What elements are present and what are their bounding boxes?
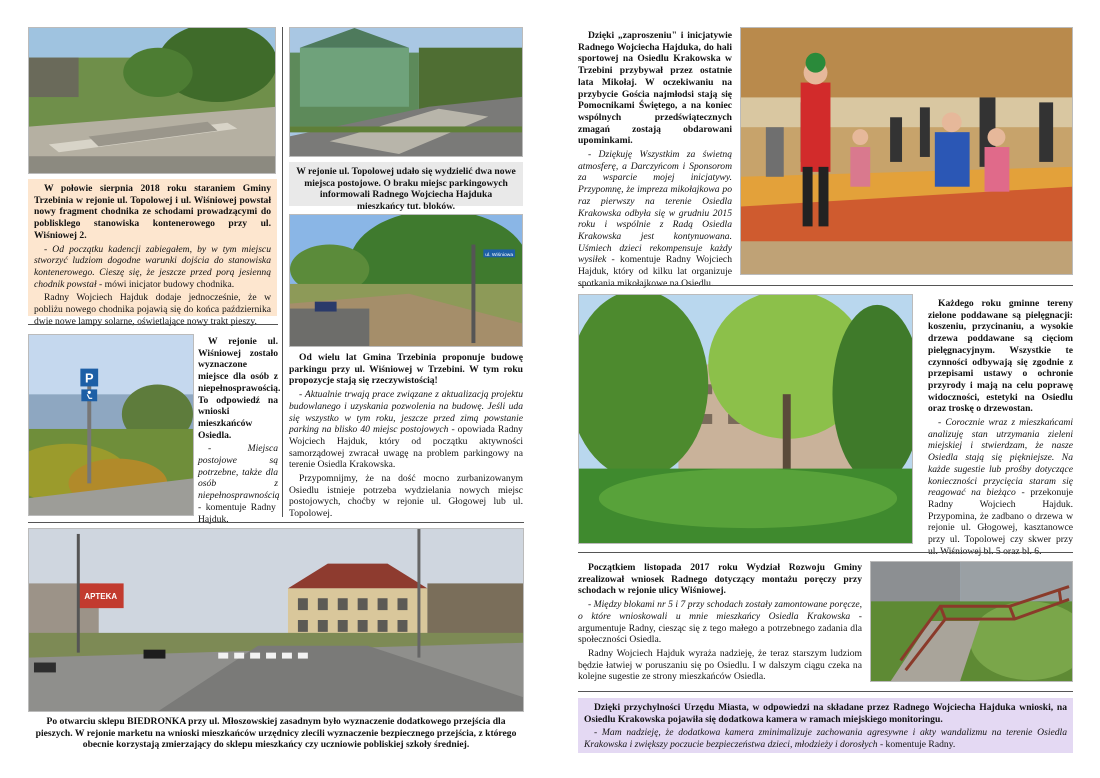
article-santa-quote-tail: - komentuje Radny Wojciech Hajduk, który od kilku lat organizuje spotkania mikołajkowe na Osiedlu. [578,254,732,289]
article-disabled-tail: - komentuje Radny Hajduk. [198,501,276,525]
photo-sidewalk-steps [28,27,276,174]
divider-right-1 [578,285,1073,286]
article-crossing [28,716,524,764]
article-sidewalk-quote: - Od początku kadencji zabiegałem, by w tym miejscu stworzyć ludziom dogodne warunki dojścia do stanowiska kontenerowego. Cieszę się, że jeszcze przed porą jesienną chodnik powstał [34,243,271,290]
shop-sign-text: APTEKA [84,592,118,602]
article-car-park-quote: - Aktualnie trwają prace związane z aktualizacją projektu budowlanego i uzyskania pozwolenia na budowę. Jeśli uda się wszystko w tym roku, jeszcze przed zimą powstanie parking na blisko 40 miejsc postojowych [289,389,523,436]
divider-right-3 [578,691,1073,692]
divider-left-2 [28,522,524,523]
article-railings-quote: - Między blokami nr 5 i 7 przy schodach zostały zamontowane poręcze, o które wnioskowali u mnie mieszkańcy Osiedla Krakowska [578,599,862,622]
photo-pedestrian-crossing [28,528,524,712]
divider-right-2 [578,552,1073,553]
article-camera-quote-tail: - komentuje Radny. [877,739,956,751]
caption-parking-text: W rejonie ul. Topolowej udało się wydzielić dwa nowe miejsca postojowe. O braku miejsc parkingowych informowali Radnego Wojciecha Hajduka mieszkańcy tut. bloków. [296,166,516,213]
photo-parking-spaces [289,27,523,157]
article-greenery [928,298,1073,557]
parking-sign-letter: P [84,370,94,386]
article-greenery-quote-tail: - przekonuje Radny Wojciech Hajduk. Przypomina, że zadbano o drzewa w rejonie ul. Głogowej, kasztanowce przy ul. Topolowej czy skwer przy ul. Wiśniowej bl. 5 oraz bl. 6. [928,487,1073,557]
photo-disabled-parking [28,334,194,516]
article-disabled [198,336,281,525]
article-sidewalk-quote-tail: - mówi inicjator budowy chodnika. [96,278,235,290]
photo-greenery-willow [578,294,913,544]
photo-stair-railings [870,561,1073,682]
photo-santa-gym-party [740,27,1073,275]
article-sidewalk [28,179,277,327]
article-car-park-p2: Przypomnijmy, że na dość mocno zurbanizowanym Osiedlu istnieje potrzeba wydzielania nowych miejsc postojowych, choćby w rejonie ul. Głogowej lub ul. Topolowej. [289,473,523,520]
article-disabled-lead: W rejonie ul. Wiśniowej zostało wyznaczone miejsce dla osób z niepełnosprawością. To odpowiedź na wnioski mieszkańców Osiedla. [198,336,281,441]
article-car-park-lead: Od wielu lat Gmina Trzebinia proponuje budowę parkingu przy ul. Wiśniowej w Trzebini. W tym roku propozycje stają się rzeczywistością! [289,352,523,387]
article-railings-p2: Radny Wojciech Hajduk wyraża nadzieję, że teraz starszym ludziom będzie łatwiej w poruszaniu się po Osiedlu. I w dalszym ciągu czeka na kolejne sugestie ze strony mieszkańców Osiedla. [578,647,862,683]
article-greenery-lead: Każdego roku gminne tereny zielone poddawane są pielęgnacji: koszeniu, przycinaniu, a wysokie drzewa poddawane są cięciom pielęgnacyjnym. Wszystkie te czynności odbywają się zgodnie z przepisami ustawy o ochronie przyrody i mają na celu poprawę widoczności, estetyki na Osiedlu oraz troskę o drzewostan. [928,298,1073,415]
divider-left-1 [28,324,278,325]
article-camera-lead: Dzięki przychylności Urzędu Miasta, w odpowiedzi na składane przez Radnego Wojciecha Hajduka wnioski, na Osiedlu Krakowska pojawiła się dodatkowa kamera w ramach miejskiego monitoringu. [584,702,1067,725]
article-camera-quote: - Mam nadzieję, że dodatkowa kamera zminimalizuje zachowania agresywne i akty wandalizmu na terenie Osiedla Krakowska i zwiększy poczucie bezpieczeństwa dzieci, młodzieży i dorosłych [584,727,1067,751]
article-santa-lead: Dzięki „zaproszeniu" i inicjatywie Radnego Wojciecha Hajduka, do hali sportowej na Osiedlu Krakowska w Trzebini przybywał przez ostatnie lata Mikołaj. W oczekiwaniu na przybycie Gościa najmłodsi stają się Pomocnikami Świętego, a na koniec wspólnych przedświątecznych zmagań zostają obdarowani upominkami. [578,30,732,147]
article-railings-quote-tail: - argumentuje Radny, ciesząc się z tego małego a potrzebnego zadania dla społeczności Osiedla. [578,610,862,646]
column-divider-left [282,27,283,517]
article-crossing-lead: Po otwarciu sklepu BIEDRONKA przy ul. Młoszowskiej zasadnym było wyznaczenie dodatkowego przejścia dla pieszych. W rejonie marketu na wnioski mieszkańców urzędnicy zlecili wyznaczenie bezpiecznego przejścia, z którego obecnie korzystają zmierzający do sklepu mieszkańcy czy uczniowie pobliskiej szkoły średniej. [35,716,517,751]
article-sidewalk-lead: W połowie sierpnia 2018 roku staraniem Gminy Trzebinia w rejonie ul. Topolowej i ul. Wiśniowej powstał nowy fragment chodnika ze schodami prowadzącymi do poblisklego stanowiska kontenerowego przy ul. Wiśniowej 2. [34,183,271,241]
article-camera [578,698,1073,753]
street-sign-text: ul. Wiśniowa [485,252,514,258]
photo-future-car-park [289,214,523,347]
article-railings-lead: Początkiem listopada 2017 roku Wydział Rozwoju Gminy zrealizował wniosek Radnego dotyczący montażu poręczy przy schodach w rejonie ulicy Wiśniowej. [578,562,862,597]
article-santa [578,30,732,289]
article-car-park [289,352,523,518]
article-car-park-quote-tail: - opowiada Radny Wojciech Hajduk, który od początku aktywności samorządowej zwracał uwagę na problem parkingowy na terenie Osiedla Krakowska. [289,424,523,471]
article-sidewalk-p2: Radny Wojciech Hajduk dodaje jednocześnie, że w pobliżu nowego chodnika pojawią się do końca października dwie nowe lampy solarne, oświetlające nowy trakt pieszy. [34,292,271,327]
article-railings [578,562,862,688]
caption-parking [289,162,523,213]
article-disabled-quote: - Miejsca postojowe są potrzebne, także dla osób z niepełnosprawnością [198,443,280,502]
article-santa-quote: - Dziękuję Wszystkim za świetną atmosferę, a Darczyńcom i Sponsorom za wsparcie mojej inicjatywy. Przypomnę, że impreza mikołajkowa po raz pierwszy na terenie Osiedla Krakowska odbyła się w grudniu 2015 roku i wspólnie z Radą Osiedla Krakowska jest kontynuowana. Uśmiech dzieci rekompensuje każdy wysiłek [578,149,732,266]
article-greenery-quote: - Corocznie wraz z mieszkańcami analizuję stan utrzymania zieleni miejskiej i stwierdzam, że nasze Osiedla stają się piękniejsze. Na każde sugestie lub prośby dotyczące konieczności przycięcia staram się reagować na bieżąco [928,417,1073,499]
